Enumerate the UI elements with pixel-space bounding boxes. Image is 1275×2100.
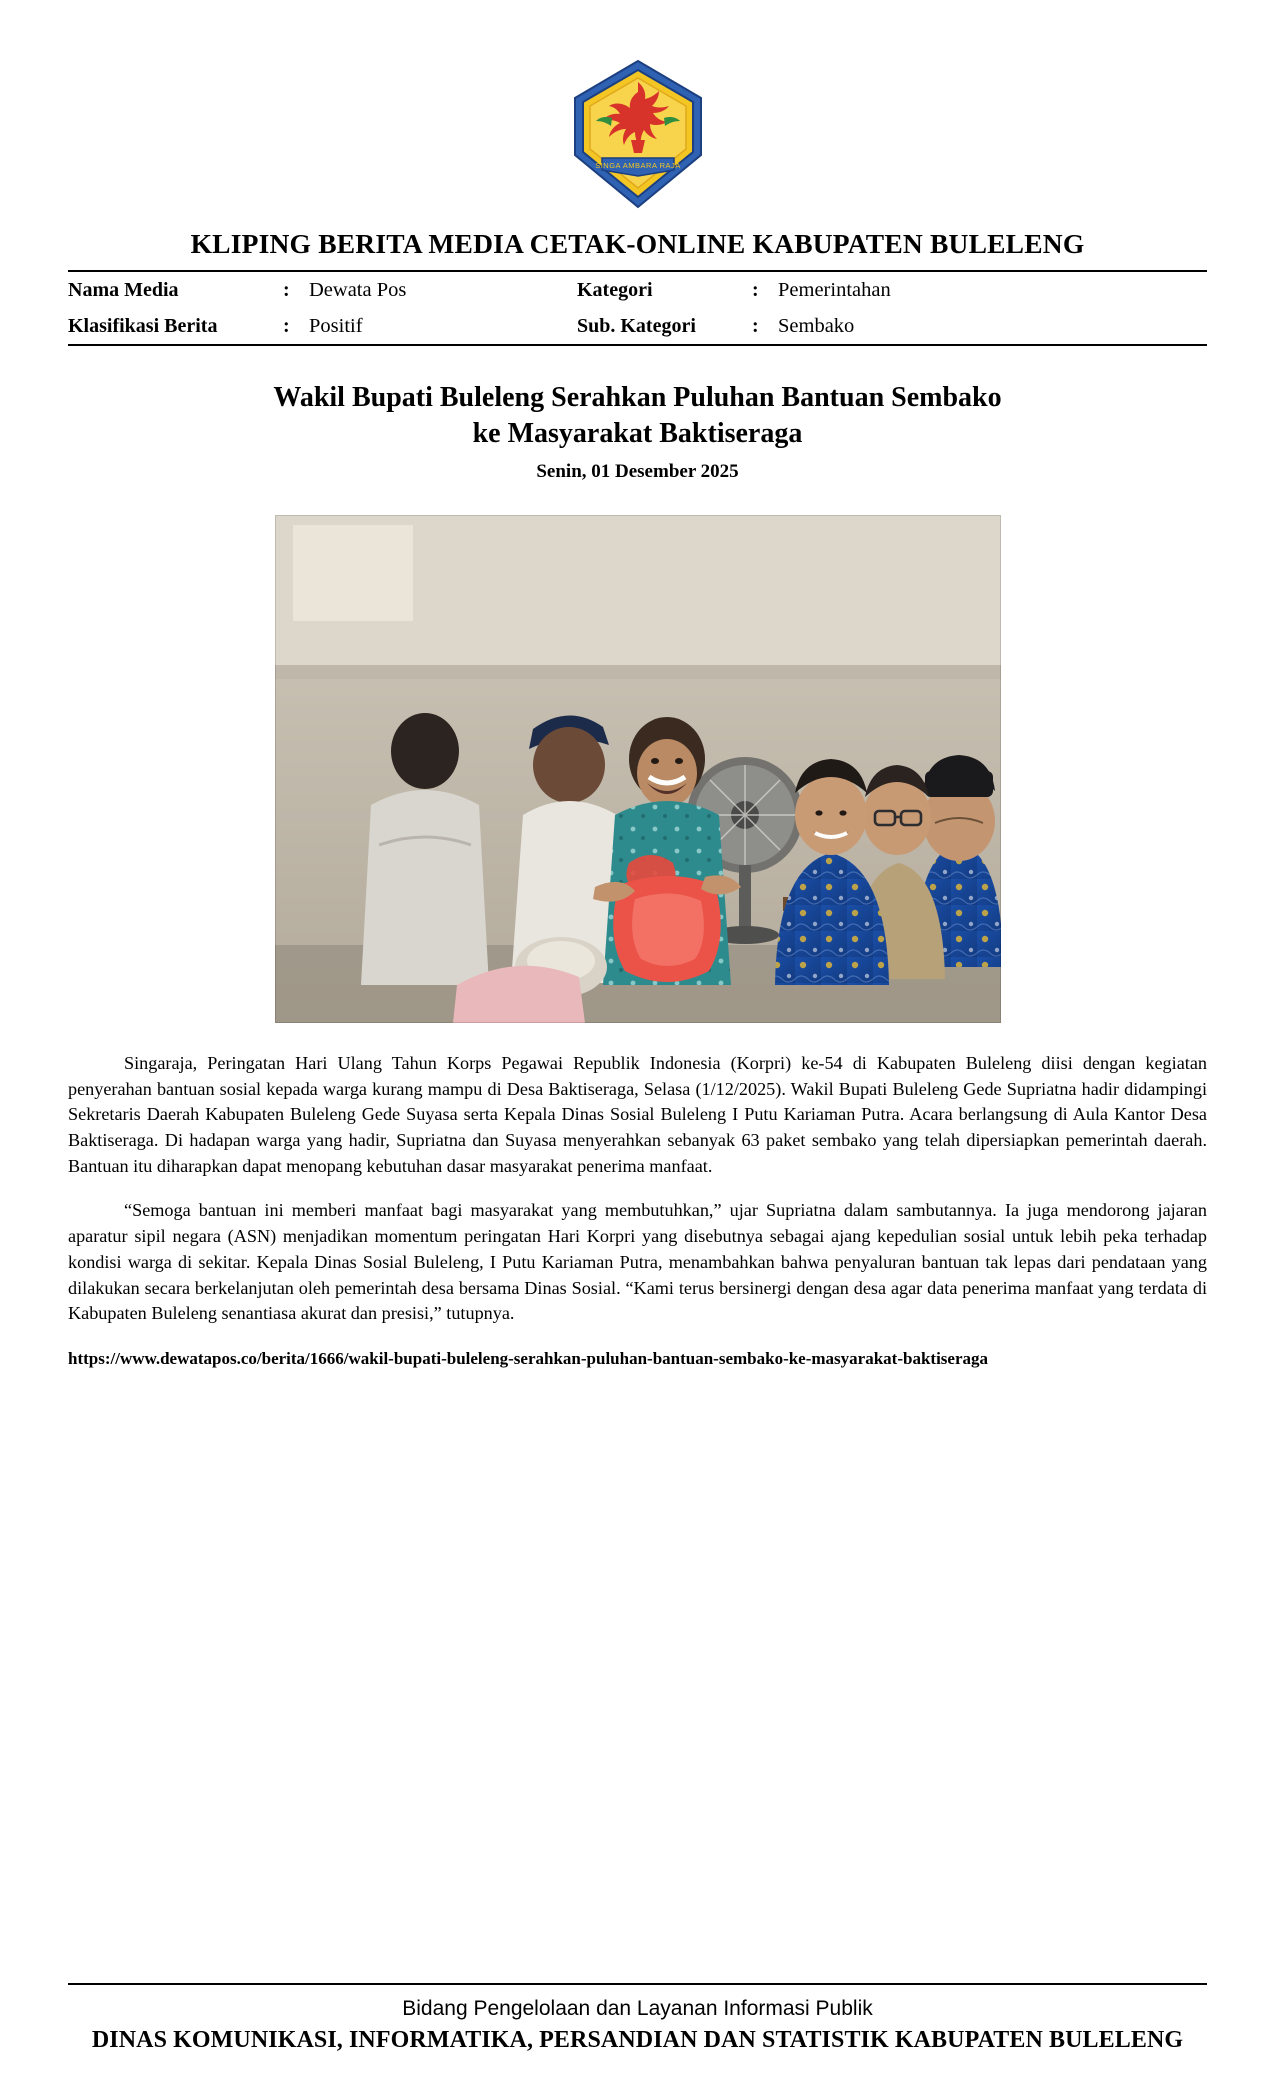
- value-klasifikasi-berita: Positif: [309, 315, 363, 337]
- metadata-table: [68, 272, 1207, 344]
- header-divider-bottom: [68, 344, 1207, 346]
- article-photo: [275, 515, 1001, 1023]
- article-paragraph-1: Singaraja, Peringatan Hari Ulang Tahun Korps Pegawai Republik Indonesia (Korpri) ke-54 di Kabupaten Buleleng diisi dengan kegiatan penyerahan bantuan sosial kepada warga kurang mampu di Desa Baktiseraga, Selasa (1/12/2025). Wakil Bupati Buleleng Gede Supriatna hadir didampingi Sekretaris Daerah Kabupaten Buleleng Gede Suyasa serta Kepala Dinas Sosial Buleleng I Putu Kariaman Putra. Acara berlangsung di Aula Kantor Desa Baktiseraga. Di hadapan warga yang hadir, Supriatna dan Suyasa menyerahkan sebanyak 63 paket sembako yang telah dipersiapkan pemerintah daerah. Bantuan itu diharapkan dapat menopang kebutuhan dasar masyarakat penerima manfaat.: [68, 1052, 1207, 1177]
- svg-text:SINGA AMBARA RAJA: SINGA AMBARA RAJA: [594, 161, 681, 170]
- footer-divider: [68, 1983, 1207, 1985]
- metadata-row-klasifikasi: [68, 308, 1207, 344]
- colon-sub-kategori: :: [752, 315, 759, 337]
- value-kategori: Pemerintahan: [778, 279, 891, 301]
- headline-line-2: ke Masyarakat Baktiseraga: [472, 418, 803, 450]
- label-klasifikasi-berita: Klasifikasi Berita: [68, 315, 218, 337]
- label-sub-kategori: Sub. Kategori: [577, 315, 696, 337]
- document-title: KLIPING BERITA MEDIA CETAK-ONLINE KABUPATEN BULELENG: [190, 228, 1085, 259]
- label-kategori: Kategori: [577, 279, 653, 301]
- value-sub-kategori: Sembako: [778, 315, 855, 337]
- colon-nama-media: :: [283, 279, 290, 301]
- article-headline: [68, 380, 1207, 453]
- footer-line-2: DINAS KOMUNIKASI, INFORMATIKA, PERSANDIAN DAN STATISTIK KABUPATEN BULELENG: [91, 2027, 1184, 2053]
- value-nama-media: Dewata Pos: [309, 279, 407, 301]
- source-url-link[interactable]: https://www.dewatapos.co/berita/1666/wakil-bupati-buleleng-serahkan-puluhan-bantuan-sembako-ke-masyarakat-baktiseraga: [68, 1349, 988, 1369]
- page-footer: [0, 1983, 1275, 2054]
- colon-klasifikasi-berita: :: [283, 315, 290, 337]
- headline-line-1: Wakil Bupati Buleleng Serahkan Puluhan Bantuan Sembako: [273, 382, 1002, 413]
- article-photo-container: [68, 515, 1207, 1023]
- label-nama-media: Nama Media: [68, 279, 179, 301]
- metadata-row-media: [68, 272, 1207, 308]
- logo-container: [68, 0, 1207, 210]
- footer-line-1: Bidang Pengelolaan dan Layanan Informasi Publik: [402, 1997, 873, 2020]
- article-body: [68, 1051, 1207, 1327]
- buleleng-regency-emblem-icon: [568, 58, 708, 210]
- article-date: Senin, 01 Desember 2025: [536, 460, 739, 482]
- article-paragraph-2: “Semoga bantuan ini memberi manfaat bagi masyarakat yang membutuhkan,” ujar Supriatna dalam sambutannya. Ia juga mendorong jajaran aparatur sipil negara (ASN) menjadikan momentum peringatan Hari Korpri yang disebutnya sebagai ajang kepedulian sosial untuk lebih peka terhadap kondisi warga di sekitar. Kepala Dinas Sosial Buleleng, I Putu Kariaman Putra, menambahkan bahwa penyaluran bantuan tak lepas dari pendataan yang dilakukan secara berkelanjutan oleh pemerintah desa bersama Dinas Sosial. “Kami terus bersinergi dengan desa agar data penerima manfaat yang terdata di Kabupaten Buleleng senantiasa akurat dan presisi,” tutupnya.: [68, 1200, 1207, 1324]
- colon-kategori: :: [752, 279, 759, 301]
